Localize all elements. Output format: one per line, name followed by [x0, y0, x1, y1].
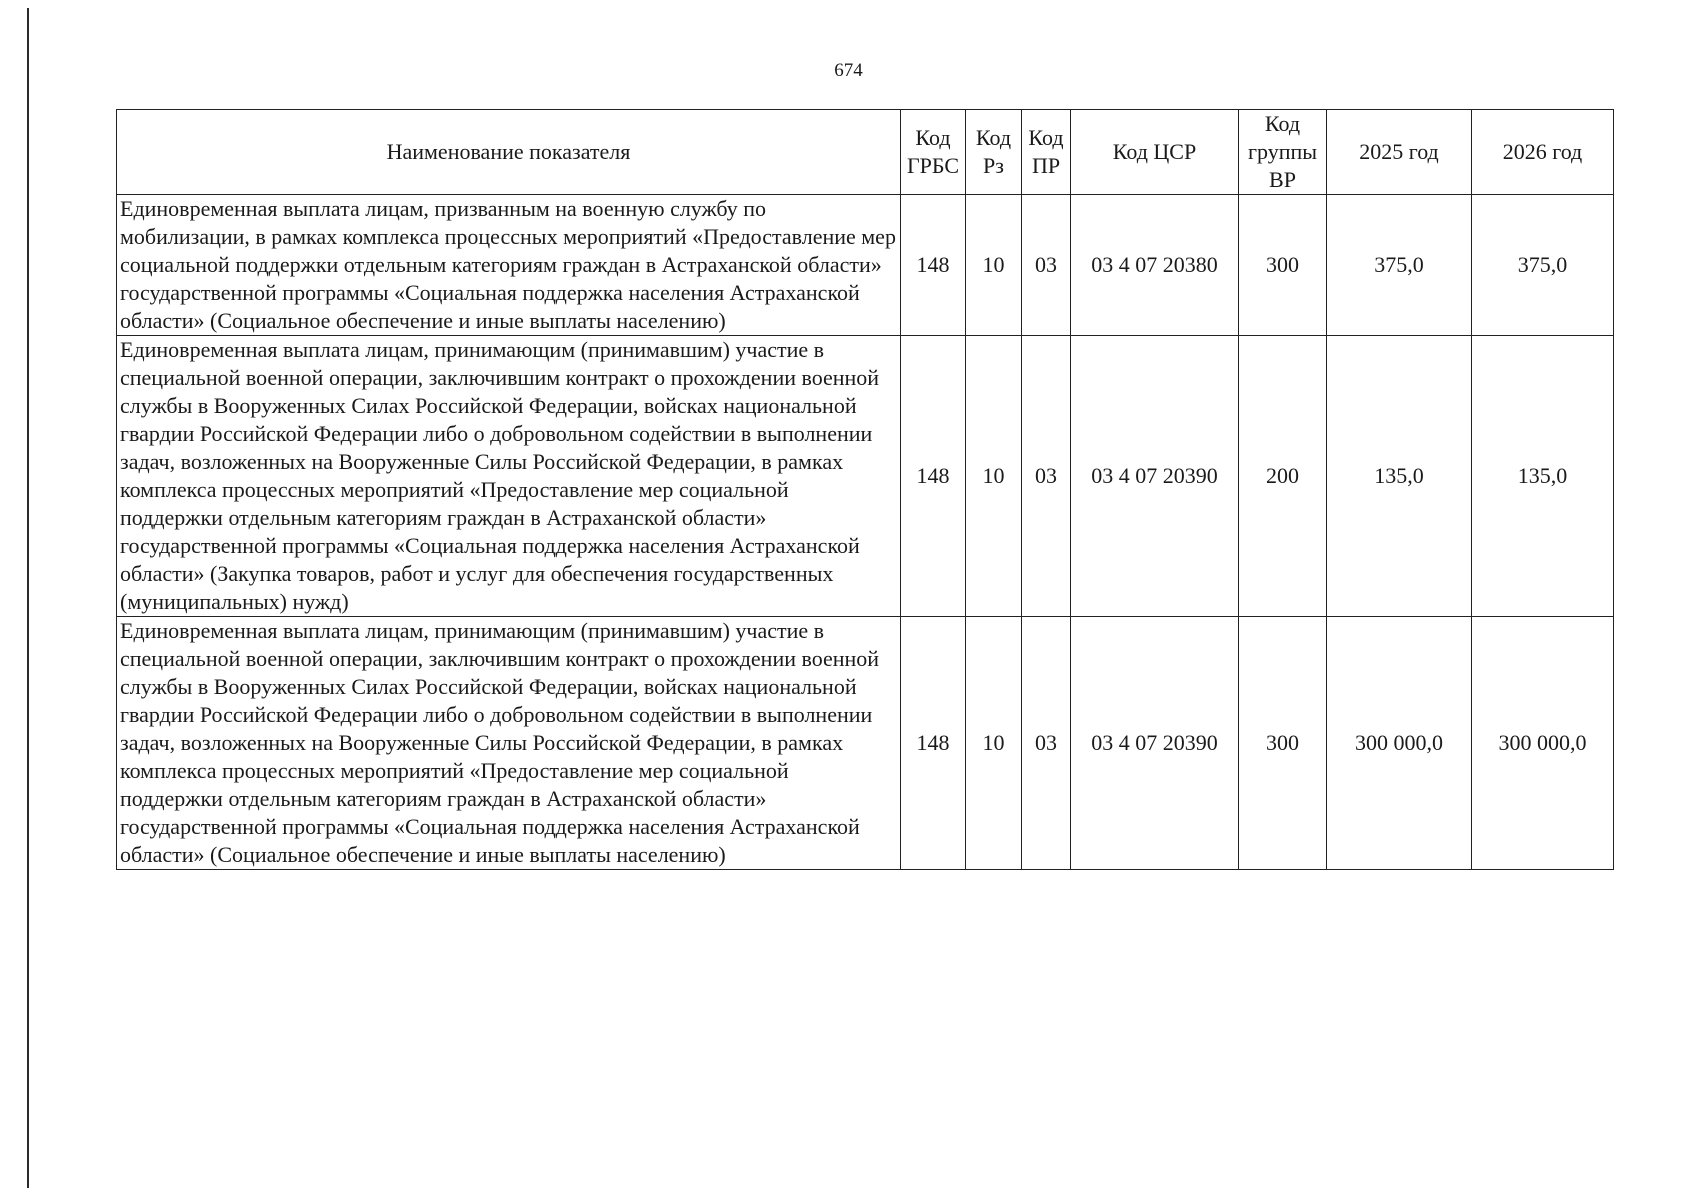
table-row [117, 617, 1614, 870]
cell-csr: 03 4 07 20380 [1071, 195, 1239, 336]
table-row [117, 336, 1614, 617]
cell-2026: 375,0 [1472, 195, 1614, 336]
cell-vr: 300 [1239, 195, 1327, 336]
header-vr-line: ВР [1269, 167, 1296, 192]
header-2025-label: 2025 год [1359, 139, 1439, 164]
header-pr-line: ПР [1031, 153, 1061, 178]
cell-2025: 375,0 [1327, 195, 1472, 336]
table-header-row [117, 110, 1614, 195]
cell-csr: 03 4 07 20390 [1071, 336, 1239, 617]
cell-name: Единовременная выплата лицам, принимающим (принимавшим) участие в специальной военной операции, заключившим контракт о прохождении военной службы в Вооруженных Силах Российской Федерации, войсках национальной гвардии Российской Федерации либо о добровольном содействии в выполнении задач, возложенных на Вооруженные Силы Российской Федерации, в рамках комплекса процессных мероприятий «Предоставление мер социальной поддержки отдельным категориям граждан в Астраханской области» государственной программы «Социальная поддержка населения Астраханской области» (Закупка товаров, работ и услуг для обеспечения государственных (муниципальных) нужд) [117, 336, 901, 617]
header-rz [966, 110, 1022, 195]
page-number: 674 [834, 60, 863, 81]
header-csr [1071, 110, 1239, 195]
cell-pr: 03 [1022, 195, 1071, 336]
table-row [117, 195, 1614, 336]
cell-grbs: 148 [901, 617, 966, 870]
cell-grbs: 148 [901, 336, 966, 617]
cell-vr: 200 [1239, 336, 1327, 617]
cell-2025: 135,0 [1327, 336, 1472, 617]
budget-table [116, 109, 1614, 870]
header-2026 [1472, 110, 1614, 195]
cell-2026: 135,0 [1472, 336, 1614, 617]
cell-pr: 03 [1022, 617, 1071, 870]
header-vr [1239, 110, 1327, 195]
cell-2026: 300 000,0 [1472, 617, 1614, 870]
cell-2025: 300 000,0 [1327, 617, 1472, 870]
cell-grbs: 148 [901, 195, 966, 336]
header-2026-label: 2026 год [1502, 139, 1583, 164]
header-csr-label: Код ЦСР [1112, 139, 1197, 164]
cell-rz: 10 [966, 336, 1022, 617]
header-name [117, 110, 901, 195]
header-vr-line: группы [1247, 139, 1318, 164]
header-grbs-line: ГРБС [906, 153, 960, 178]
header-name-label: Наименование показателя [386, 139, 631, 164]
cell-pr: 03 [1022, 336, 1071, 617]
header-rz-line: Код [975, 125, 1012, 150]
cell-name: Единовременная выплата лицам, призванным на военную службу по мобилизации, в рамках комплекса процессных мероприятий «Предоставление мер социальной поддержки отдельным категориям граждан в Астраханской области» государственной программы «Социальная поддержка населения Астраханской области» (Социальное обеспечение и иные выплаты населению) [117, 195, 901, 336]
scan-edge-line [27, 8, 29, 1188]
header-vr-line: Код [1264, 111, 1301, 136]
cell-rz: 10 [966, 195, 1022, 336]
cell-csr: 03 4 07 20390 [1071, 617, 1239, 870]
header-grbs-line: Код [915, 125, 951, 150]
header-pr [1022, 110, 1071, 195]
cell-vr: 300 [1239, 617, 1327, 870]
cell-rz: 10 [966, 617, 1022, 870]
header-2025 [1327, 110, 1472, 195]
header-grbs [901, 110, 966, 195]
header-pr-line: Код [1028, 125, 1064, 150]
cell-name: Единовременная выплата лицам, принимающим (принимавшим) участие в специальной военной операции, заключившим контракт о прохождении военной службы в Вооруженных Силах Российской Федерации, войсках национальной гвардии Российской Федерации либо о добровольном содействии в выполнении задач, возложенных на Вооруженные Силы Российской Федерации, в рамках комплекса процессных мероприятий «Предоставление мер социальной поддержки отдельным категориям граждан в Астраханской области» государственной программы «Социальная поддержка населения Астраханской области» (Социальное обеспечение и иные выплаты населению) [117, 617, 901, 870]
header-rz-line: Рз [983, 153, 1004, 178]
